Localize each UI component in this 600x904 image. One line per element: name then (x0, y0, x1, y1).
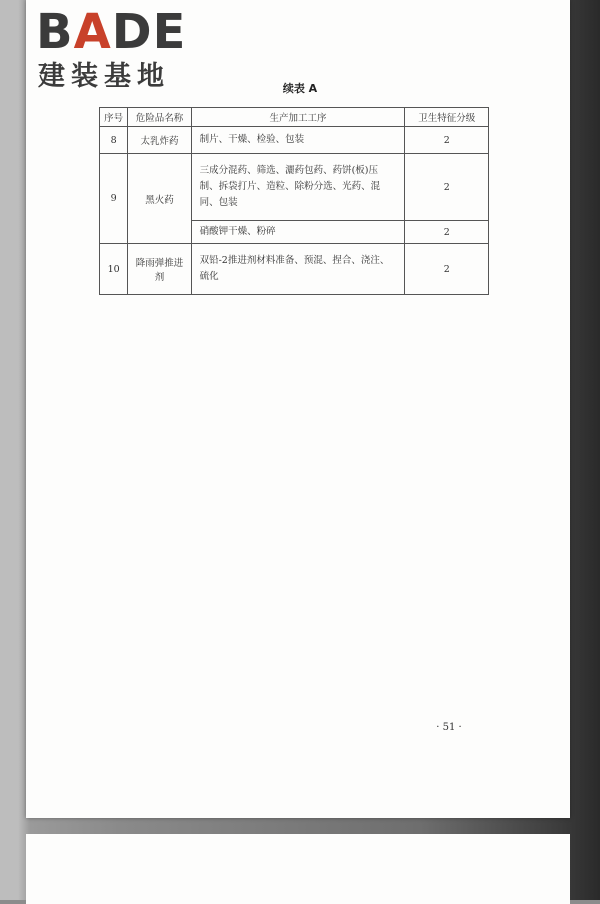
cell-grade: 2 (405, 221, 489, 244)
table-row (100, 244, 489, 295)
logo-wordmark: BADE (36, 4, 187, 60)
table-row (100, 127, 489, 154)
cell-name: 太乳炸药 (128, 127, 191, 154)
cell-name: 降雨弹推进剂 (128, 244, 191, 295)
header-no: 序号 (100, 108, 128, 127)
next-page (26, 834, 570, 904)
cell-process: 双铅-2推进剂材料准备、预混、捏合、浇注、硫化 (191, 244, 405, 295)
logo-subtitle: 建装基地 (38, 61, 170, 92)
table-caption: 续表 A (282, 82, 318, 95)
cell-grade: 2 (405, 127, 489, 154)
table-row (100, 154, 489, 221)
bade-logo (32, 4, 202, 94)
cell-grade: 2 (405, 244, 489, 295)
header-grade: 卫生特征分级 (405, 108, 489, 127)
table-header-row (100, 108, 489, 127)
cell-process: 硝酸钾干燥、粉碎 (191, 221, 405, 244)
header-process: 生产加工工序 (191, 108, 405, 127)
cell-process: 制片、干燥、检验、包装 (191, 127, 405, 154)
cell-no: 8 (100, 127, 128, 154)
hazard-table (99, 107, 489, 295)
cell-grade: 2 (405, 154, 489, 221)
cell-no: 10 (100, 244, 128, 295)
page-number: · 51 · (436, 722, 462, 733)
cell-no: 9 (100, 154, 128, 244)
cell-name: 黑火药 (128, 154, 191, 244)
header-name: 危险品名称 (128, 108, 191, 127)
cell-process: 三成分混药、筛选、灑药包药、药饼(板)压制、拆袋打片、造粒、除粉分选、光药、混同、包装 (191, 154, 405, 221)
